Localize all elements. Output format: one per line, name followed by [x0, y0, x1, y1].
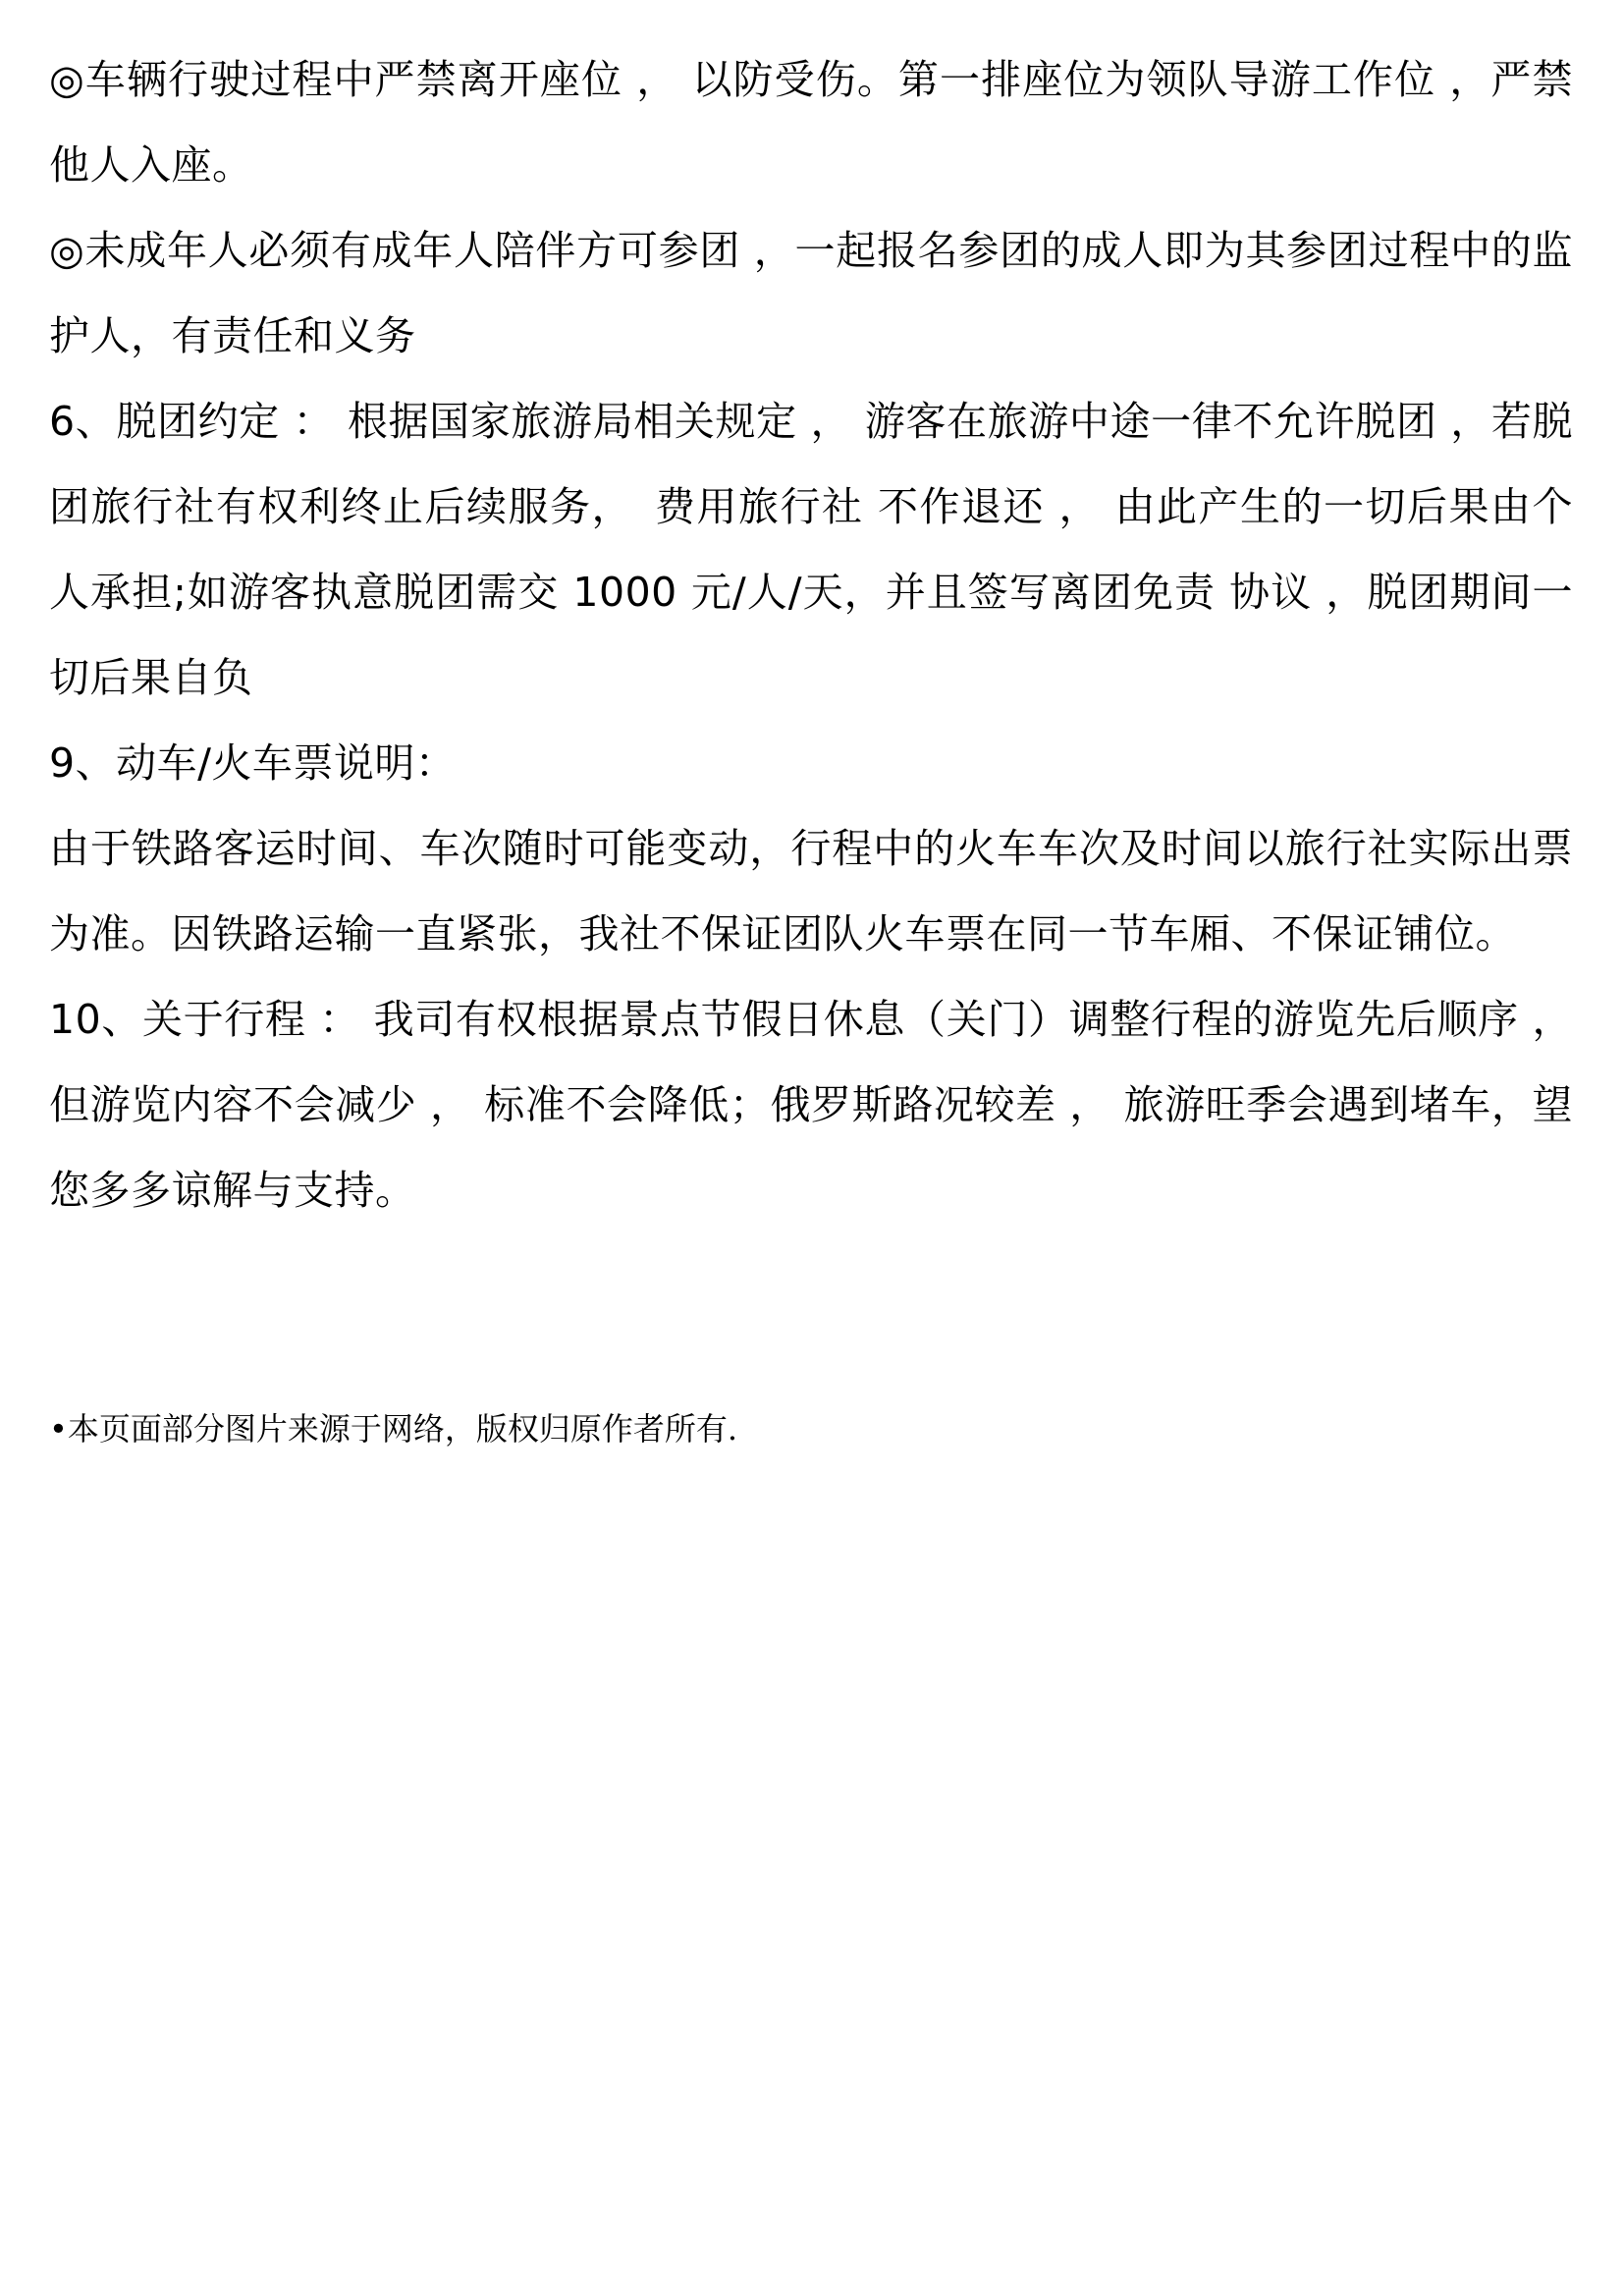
paragraph-itinerary: 10、关于行程 ： 我司有权根据景点节假日休息（关门）调整行程的游览先后顺序 ， 但游览内容不会减少 ， 标准不会降低；俄罗斯路况较差 ， 旅游旺季会遇到堵车，望您多多谅解与支持。 [49, 996, 1573, 1214]
image-copyright-note: •本页面部分图片来源于网络，版权归原作者所有. [49, 1410, 738, 1448]
paragraph-minors: ◎未成年人必须有成年人陪伴方可参团 ，一起报名参团的成人即为其参团过程中的监护人，有责任和义务 [49, 227, 1573, 359]
document-body [49, 37, 1573, 1233]
paragraph-train-tickets: 由于铁路客运时间、车次随时可能变动，行程中的火车车次及时间以旅行社实际出票为准。因铁路运输一直紧张，我社不保证团队火车票在同一节车厢、不保证铺位。 [49, 825, 1573, 957]
heading-train-tickets: 9、动车/火车票说明： [49, 739, 457, 787]
paragraph-seat-safety: ◎车辆行驶过程中严禁离开座位 ， 以防受伤。第一排座位为领队导游工作位 ，严禁他人入座。 [49, 56, 1573, 189]
paragraph-leave-group: 6、脱团约定 ： 根据国家旅游局相关规定 ， 游客在旅游中途一律不允许脱团 ，若脱团旅行社有权利终止后续服务， 费用旅行社 不作退还 ， 由此产生的一切后果由个人承担;如游客执意脱团需交 1000 元/人/天，并且签写离团免责 协议 ，脱团期间一切后果自负 [49, 398, 1573, 701]
